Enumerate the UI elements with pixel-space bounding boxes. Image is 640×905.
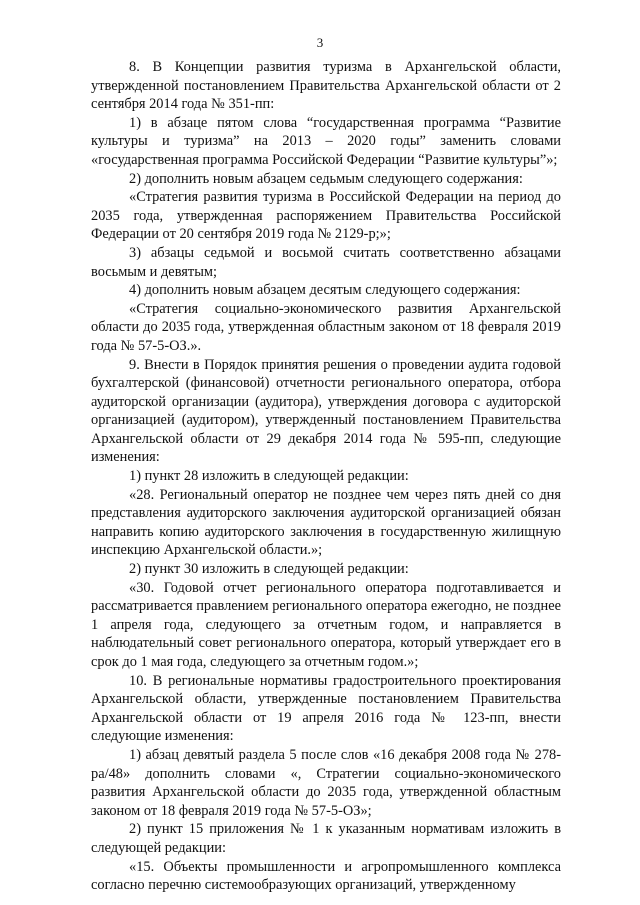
paragraph-9-quote-1: «28. Региональный оператор не позднее чем через пять дней со дня представления аудиторского заключения аудиторской организацией обязан направить копию аудиторского заключения в государственную жилищную инспекцию Архангельской области.»;: [91, 486, 561, 559]
paragraph-9-item-2: 2) пункт 30 изложить в следующей редакции:: [129, 561, 409, 578]
paragraph-9-quote-2: «30. Годовой отчет регионального оператора подготавливается и рассматривается правлением регионального оператора ежегодно, не позднее 1 апреля года, следующего за отчетным годом, и направляется в наблюдательный совет регионального оператора, который утверждает его в срок до 1 мая года, следующего за отчетным годом.»;: [91, 579, 561, 670]
paragraph-10-item-2: 2) пункт 15 приложения № 1 к указанным нормативам изложить в следующей редакции:: [91, 821, 561, 856]
paragraph-8-item-2: 2) дополнить новым абзацем седьмым следующего содержания:: [129, 170, 523, 187]
paragraph-10-intro: 10. В региональные нормативы градостроительного проектирования Архангельской области, утвержденные постановлением Правительства Архангельской области от 19 апреля 2016 года № 123-пп, внести следующие изменения:: [91, 672, 561, 745]
page-number: 3: [316, 35, 324, 50]
paragraph-9-intro: 9. Внести в Порядок принятия решения о проведении аудита годовой бухгалтерской (финансовой) отчетности регионального оператора, отбора аудиторской организации (аудитора), утверждения договора с аудиторской организацией (аудитором), утвержденный постановлением Правительства Архангельской области от 29 декабря 2014 года № 595-пп, следующие изменения:: [91, 356, 561, 466]
paragraph-10-item-1: 1) абзац девятый раздела 5 после слов «16 декабря 2008 года № 278-ра/48» дополнить словами «, Стратегии социально-экономического развития Архангельской области до 2035 года, утвержденной областным законом от 18 февраля 2019 года № 57-5-ОЗ»;: [91, 746, 561, 819]
paragraph-9-item-1: 1) пункт 28 изложить в следующей редакции:: [129, 468, 409, 485]
paragraph-8-quote-2: «Стратегия социально-экономического развития Архангельской области до 2035 года, утвержденная областным законом от 18 февраля 2019 года № 57-5-ОЗ.».: [91, 300, 561, 354]
document-body: [91, 58, 561, 895]
paragraph-10-quote-1: «15. Объекты промышленности и агропромышленного комплекса согласно перечню системообразующих организаций, утвержденному: [91, 858, 561, 894]
paragraph-8-item-4: 4) дополнить новым абзацем десятым следующего содержания:: [129, 282, 521, 299]
paragraph-8-item-3: 3) абзацы седьмой и восьмой считать соответственно абзацами восьмым и девятым;: [91, 244, 561, 280]
paragraph-8-intro: 8. В Концепции развития туризма в Архангельской области, утвержденной постановлением Правительства Архангельской области от 2 сентября 2014 года № 351-пп:: [91, 59, 561, 113]
paragraph-8-quote-1: «Стратегия развития туризма в Российской Федерации на период до 2035 года, утвержденная распоряжением Правительства Российской Федерации от 20 сентября 2019 года № 2129-р;»;: [91, 189, 561, 243]
paragraph-8-item-1: 1) в абзаце пятом слова “государственная программа “Развитие культуры и туризма” на 2013 – 2020 годы” заменить словами «государственная программа Российской Федерации “Развитие культуры”»;: [91, 114, 561, 168]
